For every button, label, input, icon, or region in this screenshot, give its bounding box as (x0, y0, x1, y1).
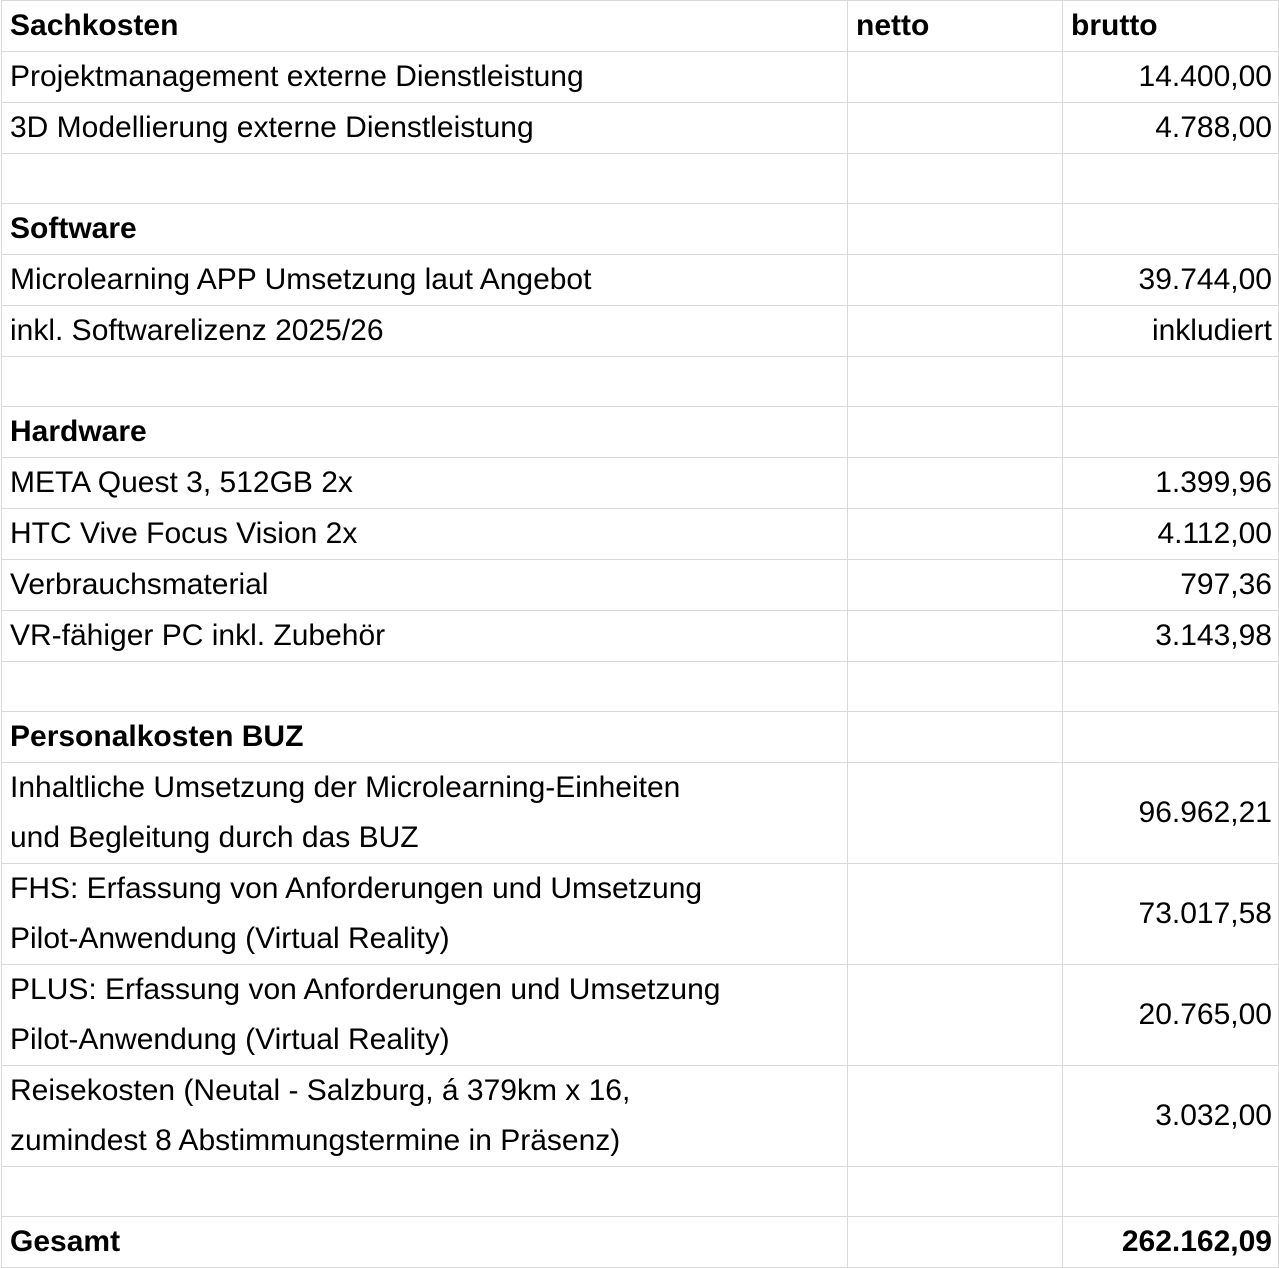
cell-brutto[interactable] (1063, 357, 1279, 407)
cell-label-line-2: Pilot-Anwendung (Virtual Reality) (10, 1023, 450, 1056)
cell-label[interactable] (2, 1066, 848, 1167)
section-heading-hardware[interactable]: Hardware (2, 407, 848, 458)
cell-brutto[interactable]: 1.399,96 (1063, 458, 1279, 509)
cell-netto[interactable] (848, 509, 1063, 560)
cell-label[interactable] (2, 763, 848, 864)
cell-label-line-2: und Begleitung durch das BUZ (10, 821, 419, 854)
section-heading-personalkosten[interactable]: Personalkosten BUZ (2, 712, 848, 763)
cell-netto[interactable] (848, 712, 1063, 763)
table-row (2, 560, 1279, 611)
cell-brutto[interactable] (1063, 407, 1279, 458)
table-row (2, 1066, 1279, 1167)
table-row (2, 763, 1279, 864)
table-row (2, 864, 1279, 965)
total-value[interactable]: 262.162,09 (1063, 1217, 1279, 1268)
table-row (2, 52, 1279, 103)
cell-label-line-1: Inhaltliche Umsetzung der Microlearning-Einheiten (10, 771, 681, 804)
cell-label-line-1: PLUS: Erfassung von Anforderungen und Umsetzung (10, 973, 721, 1006)
cell-netto[interactable] (848, 864, 1063, 965)
cell-label[interactable]: VR-fähiger PC inkl. Zubehör (2, 611, 848, 662)
section-row-personalkosten (2, 712, 1279, 763)
cell-label[interactable]: Projektmanagement externe Dienstleistung (2, 52, 848, 103)
table-row (2, 255, 1279, 306)
cell-brutto[interactable] (1063, 154, 1279, 204)
cell-label[interactable] (2, 1167, 848, 1217)
cell-netto[interactable] (848, 1066, 1063, 1167)
cell-label[interactable] (2, 357, 848, 407)
cell-netto[interactable] (848, 662, 1063, 712)
section-row-software (2, 204, 1279, 255)
cell-netto[interactable] (848, 763, 1063, 864)
cell-label[interactable]: Microlearning APP Umsetzung laut Angebot (2, 255, 848, 306)
table-row (2, 306, 1279, 357)
table-row (2, 611, 1279, 662)
cell-netto[interactable] (848, 306, 1063, 357)
cell-netto[interactable] (848, 103, 1063, 154)
table-row (2, 458, 1279, 509)
cell-label[interactable] (2, 864, 848, 965)
table-row (2, 509, 1279, 560)
cell-label[interactable] (2, 154, 848, 204)
cell-label-line-2: Pilot-Anwendung (Virtual Reality) (10, 922, 450, 955)
cost-table (1, 0, 1279, 1268)
cell-label[interactable]: HTC Vive Focus Vision 2x (2, 509, 848, 560)
header-cell-brutto[interactable]: brutto (1063, 1, 1279, 52)
cell-label[interactable]: 3D Modellierung externe Dienstleistung (2, 103, 848, 154)
table-row-empty (2, 154, 1279, 204)
section-heading-software[interactable]: Software (2, 204, 848, 255)
cell-netto[interactable] (848, 255, 1063, 306)
cell-netto[interactable] (848, 204, 1063, 255)
table-row-empty (2, 357, 1279, 407)
total-row (2, 1217, 1279, 1268)
cell-label[interactable] (2, 965, 848, 1066)
cell-brutto[interactable]: 96.962,21 (1063, 763, 1279, 864)
cell-netto[interactable] (848, 52, 1063, 103)
cell-label-line-1: Reisekosten (Neutal - Salzburg, á 379km x 16, (10, 1074, 631, 1107)
cell-brutto[interactable] (1063, 204, 1279, 255)
cell-brutto[interactable] (1063, 712, 1279, 763)
cell-label[interactable] (2, 662, 848, 712)
cell-brutto[interactable]: 39.744,00 (1063, 255, 1279, 306)
cell-netto[interactable] (848, 154, 1063, 204)
table-header-row (2, 1, 1279, 52)
cell-brutto[interactable]: 4.788,00 (1063, 103, 1279, 154)
table-row-empty (2, 1167, 1279, 1217)
cell-brutto[interactable] (1063, 1167, 1279, 1217)
cell-label[interactable]: Verbrauchsmaterial (2, 560, 848, 611)
cell-netto[interactable] (848, 1217, 1063, 1268)
cell-label-line-1: FHS: Erfassung von Anforderungen und Umsetzung (10, 872, 703, 905)
cell-brutto[interactable]: 797,36 (1063, 560, 1279, 611)
cell-netto[interactable] (848, 407, 1063, 458)
cell-brutto[interactable] (1063, 662, 1279, 712)
cell-netto[interactable] (848, 1167, 1063, 1217)
table-row-empty (2, 662, 1279, 712)
cell-netto[interactable] (848, 458, 1063, 509)
header-cell-netto[interactable]: netto (848, 1, 1063, 52)
total-label[interactable]: Gesamt (2, 1217, 848, 1268)
cell-netto[interactable] (848, 965, 1063, 1066)
cell-netto[interactable] (848, 357, 1063, 407)
cell-brutto[interactable]: 4.112,00 (1063, 509, 1279, 560)
cell-netto[interactable] (848, 560, 1063, 611)
table-row (2, 965, 1279, 1066)
table-row (2, 103, 1279, 154)
cell-brutto[interactable]: 20.765,00 (1063, 965, 1279, 1066)
cell-label[interactable]: inkl. Softwarelizenz 2025/26 (2, 306, 848, 357)
header-cell-sachkosten[interactable]: Sachkosten (2, 1, 848, 52)
cell-brutto[interactable]: inkludiert (1063, 306, 1279, 357)
cell-netto[interactable] (848, 611, 1063, 662)
cell-brutto[interactable]: 3.032,00 (1063, 1066, 1279, 1167)
cell-label-line-2: zumindest 8 Abstimmungstermine in Präsenz) (10, 1124, 621, 1157)
cell-brutto[interactable]: 3.143,98 (1063, 611, 1279, 662)
section-row-hardware (2, 407, 1279, 458)
cell-brutto[interactable]: 14.400,00 (1063, 52, 1279, 103)
cell-brutto[interactable]: 73.017,58 (1063, 864, 1279, 965)
cell-label[interactable]: META Quest 3, 512GB 2x (2, 458, 848, 509)
